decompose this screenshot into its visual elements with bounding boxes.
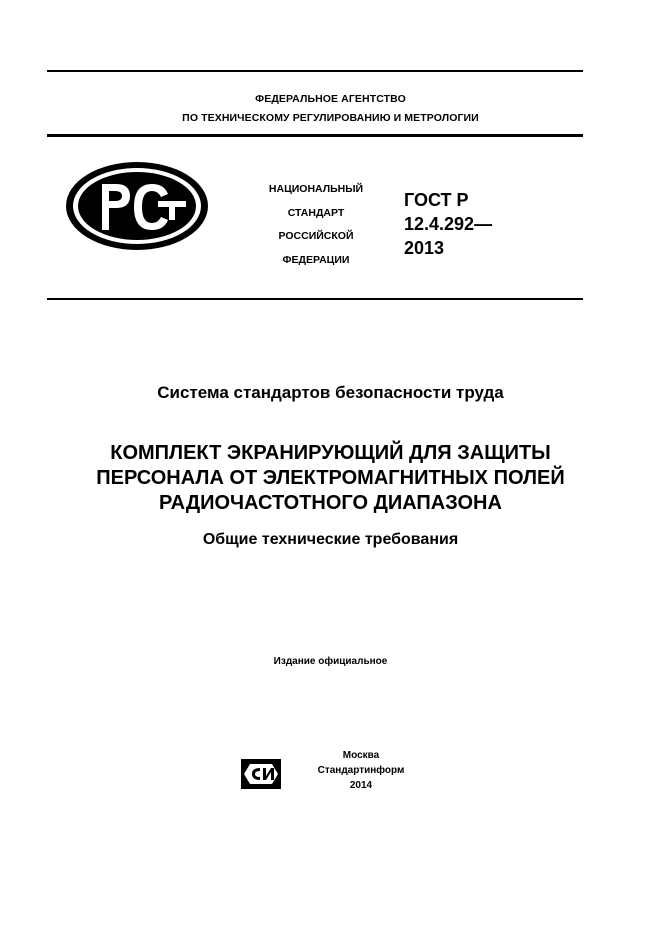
middle-rule — [47, 298, 583, 300]
gost-designation-line-2: 12.4.292— — [404, 214, 493, 234]
publisher-city: Москва — [342, 750, 380, 761]
standard-type-line-1: НАЦИОНАЛЬНЫЙ — [268, 183, 364, 195]
system-title: Система стандартов безопасности труда — [157, 383, 504, 402]
gost-designation-line-3: 2013 — [404, 238, 445, 258]
main-title-line-1: КОМПЛЕКТ ЭКРАНИРУЮЩИЙ ДЛЯ ЗАЩИТЫ — [110, 442, 551, 464]
standard-type-line-3: РОССИЙСКОЙ — [278, 230, 354, 242]
main-title-line-2: ПЕРСОНАЛА ОТ ЭЛЕКТРОМАГНИТНЫХ ПОЛЕЙ — [96, 467, 565, 489]
rst-logo — [64, 160, 210, 252]
agency-line-2: ПО ТЕХНИЧЕСКОМУ РЕГУЛИРОВАНИЮ И МЕТРОЛОГИИ — [182, 112, 479, 124]
header-rule — [47, 134, 583, 137]
gost-designation-line-1: ГОСТ Р — [404, 190, 469, 210]
agency-line-1: ФЕДЕРАЛЬНОЕ АГЕНТСТВО — [255, 93, 406, 105]
standard-type-line-2: СТАНДАРТ — [287, 207, 345, 219]
publisher-name: Стандартинформ — [317, 765, 405, 776]
standard-type-line-4: ФЕДЕРАЦИИ — [282, 254, 350, 266]
subtitle: Общие технические требования — [202, 531, 459, 548]
publication-year: 2014 — [349, 780, 373, 791]
publisher-logo — [240, 758, 282, 790]
edition-note: Издание официальное — [273, 656, 388, 667]
main-title-line-3: РАДИОЧАСТОТНОГО ДИАПАЗОНА — [159, 492, 502, 514]
top-rule — [47, 70, 583, 72]
